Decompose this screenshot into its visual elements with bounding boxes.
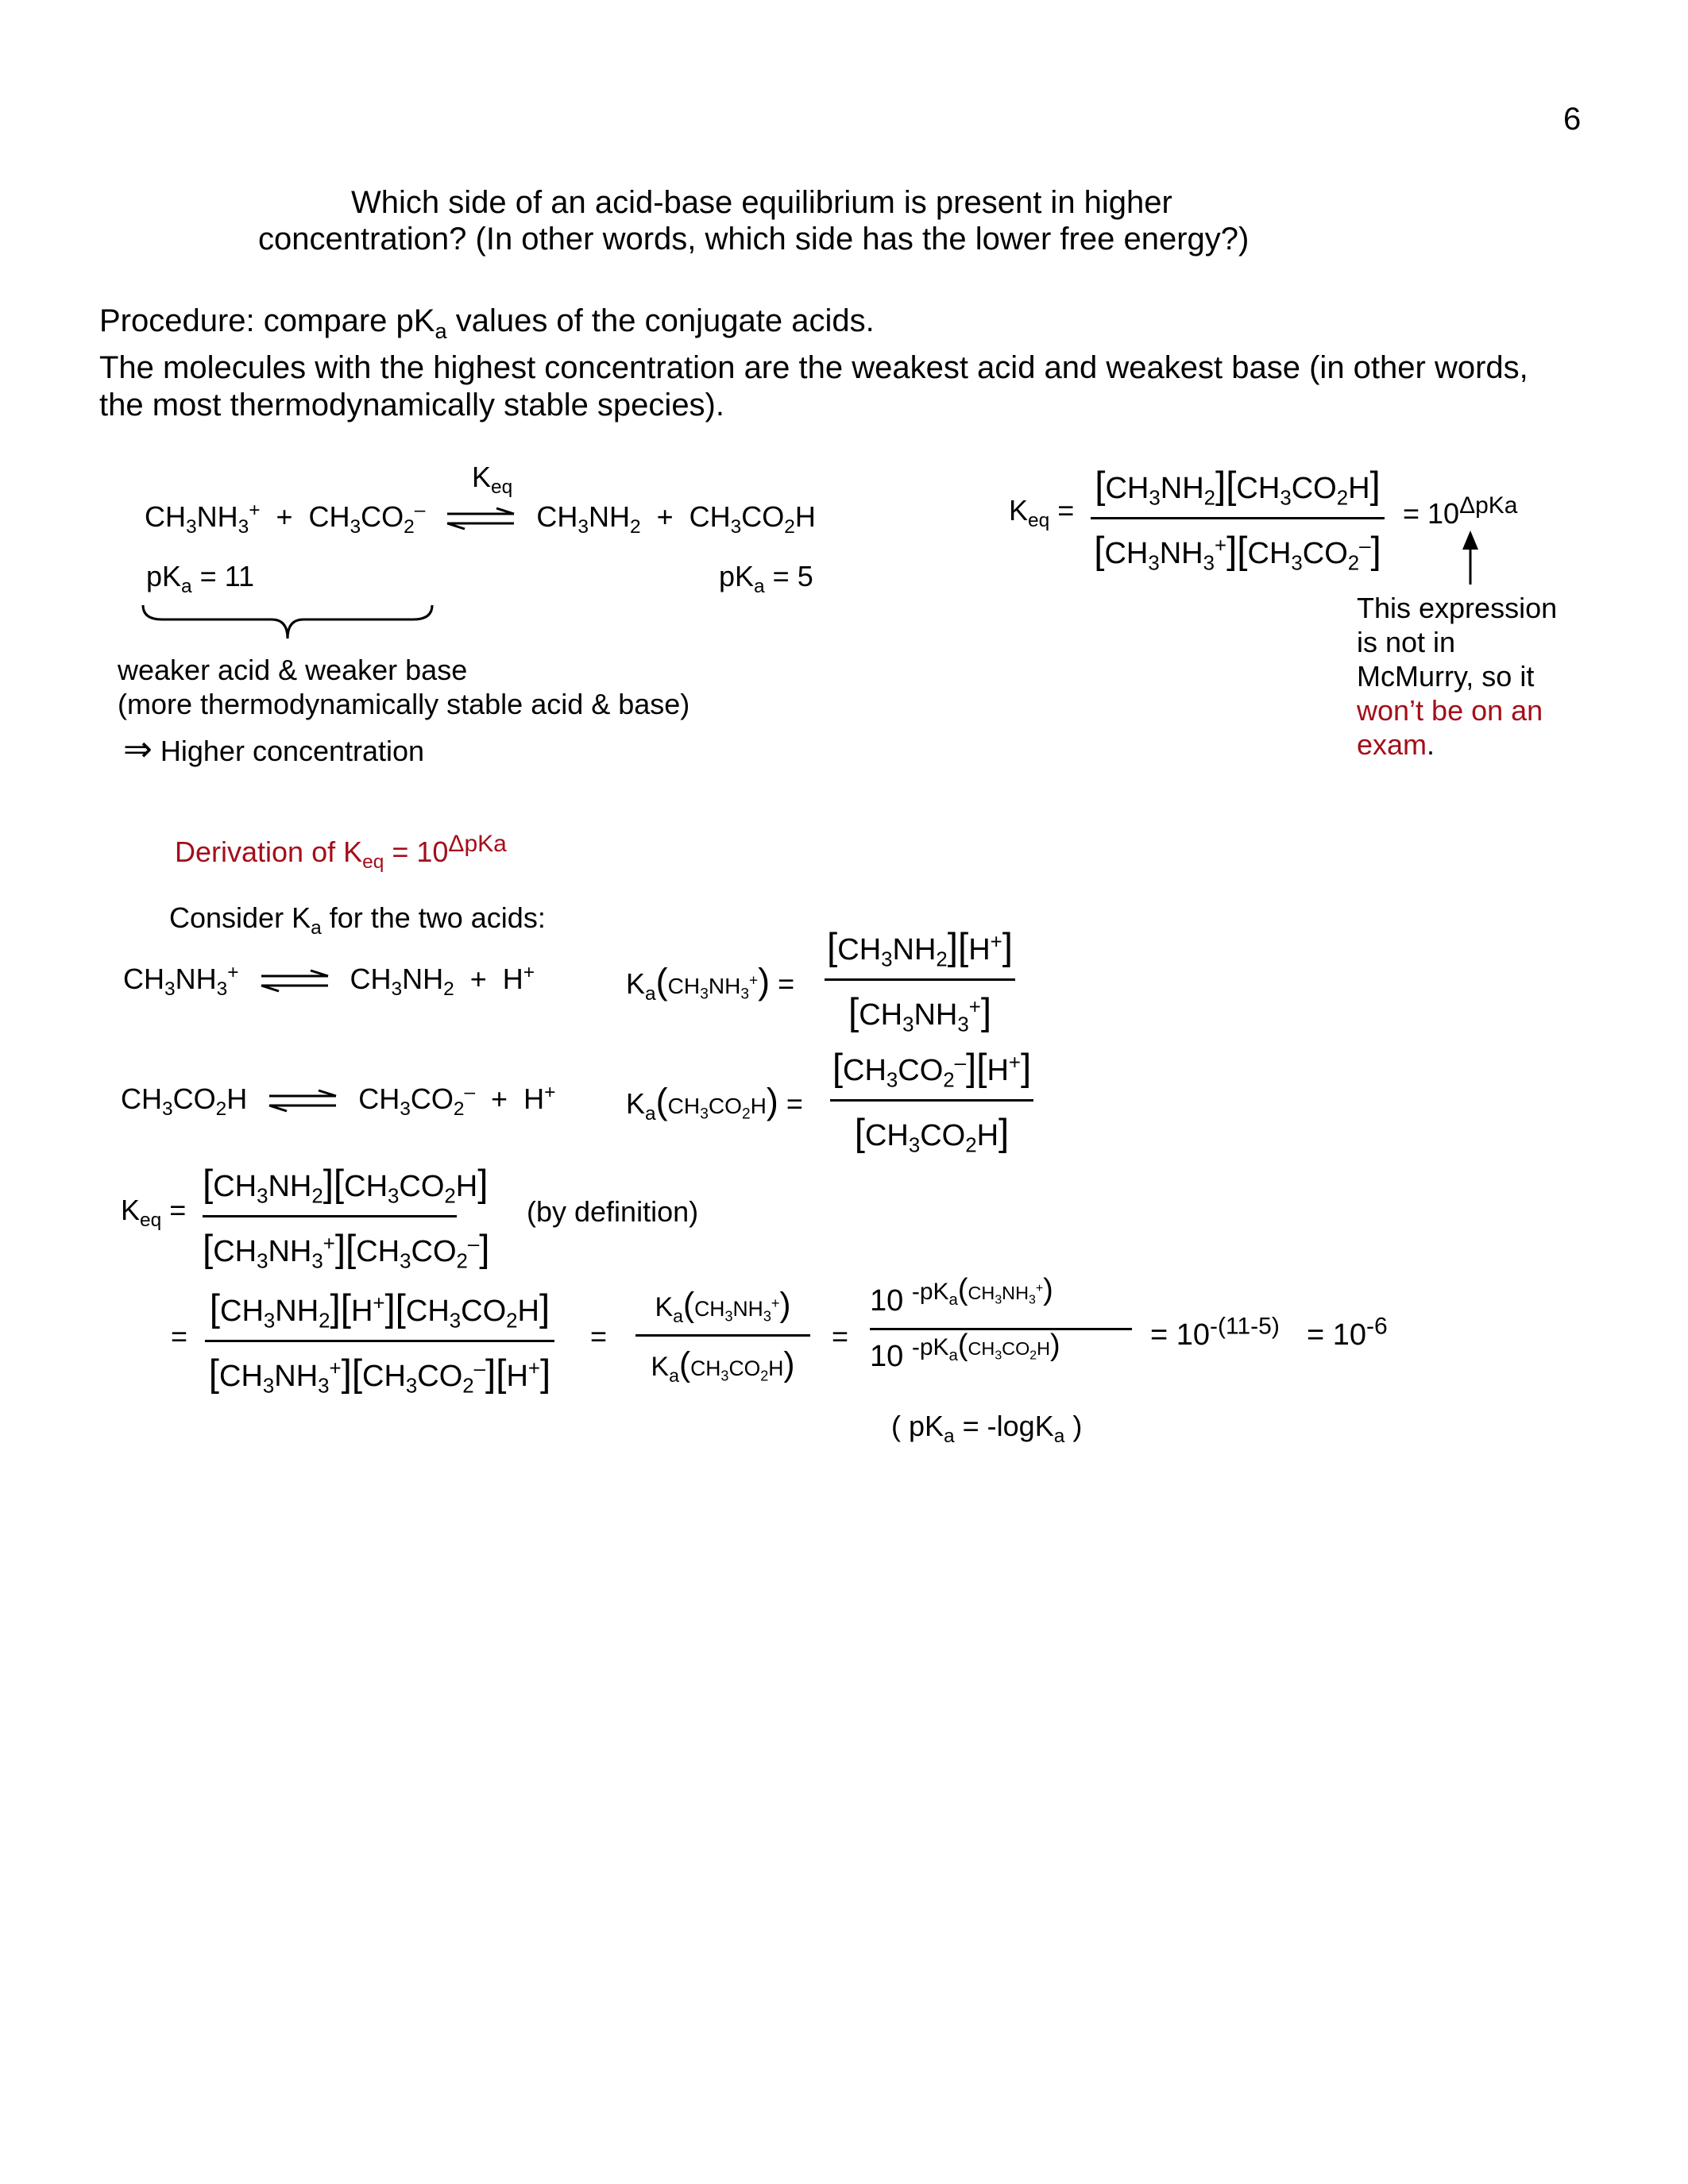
pka-definition: ( $pK_a = -\log K_a$ ) xyxy=(891,1410,1083,1448)
equals-sign-2: = xyxy=(590,1320,608,1352)
brace-note-line-3: ⇒ Higher concentration xyxy=(123,730,425,769)
keq-fraction: $[CH_3NH_2][CH_3CO_2H]$ $[CH_3NH_3^+][CH_3CO_2^-]$ xyxy=(1091,464,1385,573)
procedure-text: Procedure: compare $pK_a$ values of the conjugate acids. xyxy=(99,303,875,343)
brace-note-line-2: (more thermodynamically stable acid & base) xyxy=(118,688,690,720)
expanded-fraction: $[CH_3NH_2][H^+][CH_3CO_2H]$ $[CH_3NH_3^+][CH_3CO_2^-][H^+]$ xyxy=(205,1287,554,1395)
ka-ratio-fraction: $K_a(CH_3NH_3^+)$ $K_a(CH_3CO_2H)$ xyxy=(635,1287,810,1384)
keq-result: = $10^{\Delta pKa}$ xyxy=(1403,492,1518,530)
left-pka: $pK_a = 11$ xyxy=(146,560,255,598)
right-pka: $pK_a = 5$ xyxy=(719,560,813,598)
statement-line-2: the most thermodynamically stable species). xyxy=(99,388,724,423)
consider-text: Consider $K_a$ for the two acids: xyxy=(169,901,546,940)
result-2: = $10^{-6}$ xyxy=(1307,1313,1388,1352)
by-definition-text: (by definition) xyxy=(527,1195,699,1228)
implies-arrow-icon: ⇒ xyxy=(123,730,153,769)
title-line-2: concentration? (In other words, which side has the lower free energy?) xyxy=(258,222,1250,257)
statement-line-1: The molecules with the highest concentration are the weakest acid and weakest base (in other words, xyxy=(99,350,1528,385)
derivation-heading: Derivation of $K_{eq} = 10^{\Delta pKa}$ xyxy=(175,831,507,874)
keq-definition-fraction: $[CH_3NH_2][CH_3CO_2H]$ $[CH_3NH_3^+][CH_3CO_2^-]$ xyxy=(203,1163,490,1273)
keq-definition-label: $K_{eq}$ = xyxy=(121,1194,187,1232)
ka-acetic-fraction: $[CH_3CO_2^-][H^+]$ $[CH_3CO_2H]$ xyxy=(830,1046,1033,1155)
result-1: = $10^{-(11-5)}$ xyxy=(1150,1313,1280,1352)
equilibrium-arrow-icon xyxy=(444,507,517,531)
equilibrium-arrow-icon xyxy=(258,969,331,993)
brace-note-line-1: weaker acid & weaker base xyxy=(118,654,468,686)
ka-methylammonium-label: $K_a(CH_3NH_3^+)$ = xyxy=(626,961,795,1005)
reaction-1-equation: $CH_3NH_3^+ + CH_3CO_2^-$ $CH_3NH_2 + CH_3CO_2H$ xyxy=(145,500,816,538)
equilibrium-arrow-icon xyxy=(266,1089,339,1113)
reaction-2-equation: $CH_3NH_3^+$ $CH_3NH_2 + H^+$ xyxy=(123,962,535,1001)
ka-methylammonium-fraction: $[CH_3NH_2][H^+]$ $[CH_3NH_3^+]$ xyxy=(825,925,1015,1034)
keq-label: $K_{eq}$ xyxy=(472,461,513,499)
ka-acetic-label: $K_a(CH_3CO_2H)$ = xyxy=(626,1081,803,1125)
note-block: This expression is not in McMurry, so it won’t be on an exam. xyxy=(1357,592,1558,761)
page-number: 6 xyxy=(1563,102,1582,137)
equals-sign-1: = xyxy=(171,1320,188,1352)
power-ratio-fraction: 10 $^{-pK_a(CH_3NH_3^+)}$ 10 $^{-pK_a(CH_3CO_2H)}$ xyxy=(870,1284,1132,1374)
title-line-1: Which side of an acid-base equilibrium is present in higher xyxy=(351,185,1172,220)
equals-sign-3: = xyxy=(832,1320,849,1352)
curly-brace-icon xyxy=(140,602,435,650)
up-arrow-icon xyxy=(1460,531,1481,586)
reaction-3-equation: $CH_3CO_2H$ $CH_3CO_2^- + H^+$ xyxy=(121,1082,556,1121)
keq-expression-label: $K_{eq}$ = xyxy=(1009,494,1075,532)
